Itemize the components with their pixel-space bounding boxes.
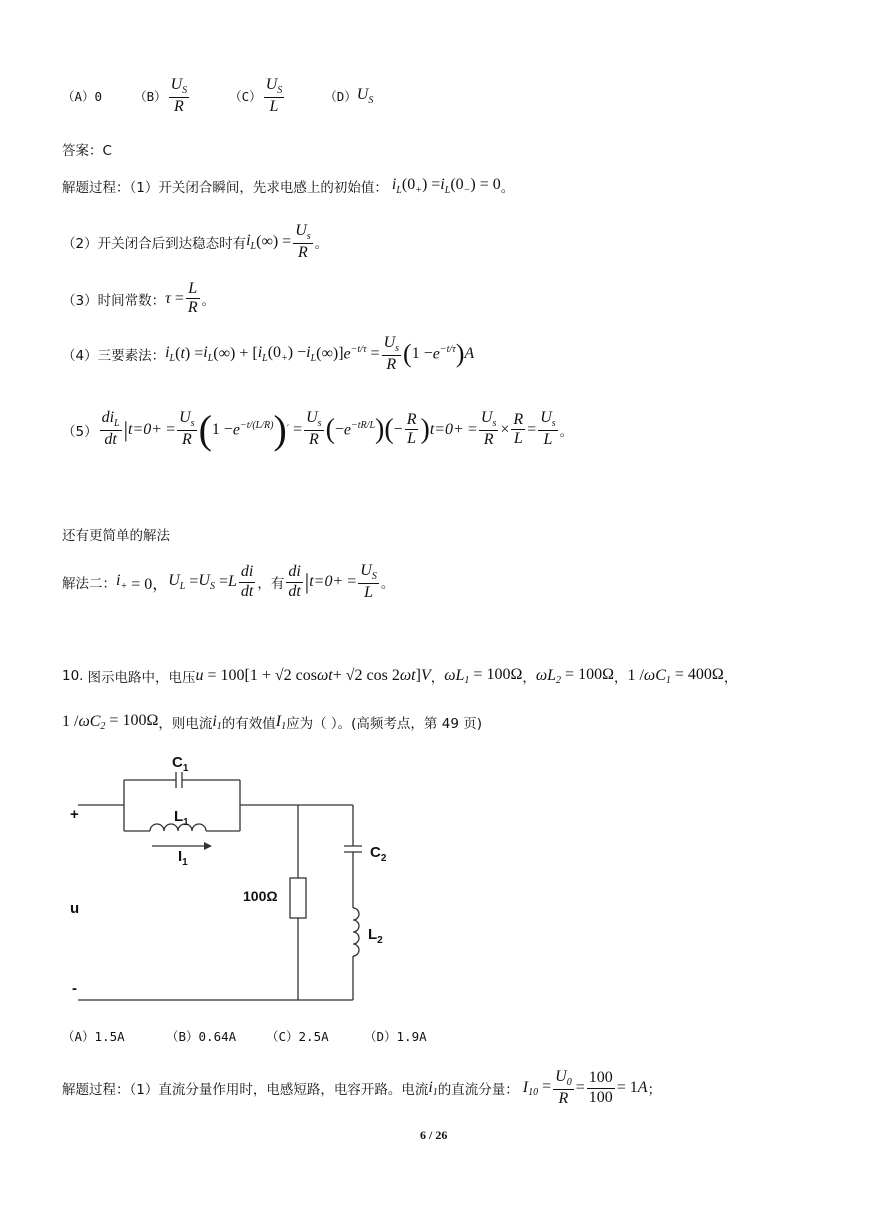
l1-label: $L_1$ (174, 808, 189, 828)
solution-step-5: （5） $\frac{di_L}{dt}$ | t=0+ = $\frac{U_s}{R}$ ( 1 − $e^{-t/(L/R)}$ ) ′ = $\frac{U_s}{R}$ ( − $e^{-tR/L}$ )( − $\frac{R}{L}$ ) t=0+ = $\frac{U_s}{R}$ × $\frac{R}{L}$ = $\frac{U_s}{L}$ 。 (62, 407, 574, 452)
q10-option-c: （C）2.5A (266, 1029, 329, 1044)
voltage-u-label: u (70, 900, 80, 917)
option-c-label: （C） (229, 89, 262, 105)
option-b-formula: $\frac{U_S}{R}$ (170, 76, 188, 115)
minus-terminal: - (72, 980, 77, 997)
q10-option-b: （B）0.64A (166, 1029, 237, 1044)
l2-label: $L_2$ (368, 926, 383, 946)
method-2-line: 解法二： $i_+$ = 0， $U_L$ = $U_S$ = L $\frac{di}{dt}$ ，有 $\frac{di}{dt}$ | t=0+ = $\frac{U_S}{L}$ 。 (62, 562, 395, 601)
q10-stem-part3: 的有效值 (221, 716, 276, 733)
q10-option-a: （A）1.5A (62, 1029, 125, 1044)
page-number: 6 / 26 (420, 1128, 448, 1142)
option-d-formula: $U_S$ (356, 85, 374, 107)
answer-line: 答案：C (62, 143, 112, 159)
l2-coil (353, 908, 359, 956)
plus-terminal: + (70, 806, 79, 823)
c1-label: $C_1$ (172, 754, 189, 774)
q10-solution-line: 解题过程：（1）直流分量作用时，电感短路，电容开路。电流 i $_1$ 的直流分量： I $_{10}$ = $\frac{U_0}{R}$ = $\frac{100}{100}$ = 1 A ； (62, 1068, 662, 1107)
q10-number: 10. (62, 668, 84, 685)
step-2-text: （2）开关闭合后到达稳态时有 (62, 236, 247, 253)
simpler-method-heading: 还有更简单的解法 (62, 528, 170, 544)
q10-stem-line-2: 1 / ωC $_2$ = 100Ω ， 则电流 i $_1$ 的有效值 I $_1$ 应为（ ）。(高频考点，第 49 页) (62, 712, 482, 733)
resistor-100 (290, 878, 306, 918)
option-c-formula: $\frac{U_S}{L}$ (265, 76, 283, 115)
solution-step-1: 解题过程：（1）开关闭合瞬间，先求电感上的初始值： $i_L$ $(0_+)$ = $i_L$ $(0_-) = 0$ 。 (62, 176, 515, 197)
q10-stem-part1: 图示电路中，电压 (87, 670, 196, 687)
step-5-text: （5） (62, 423, 98, 440)
q10-stem-part4: 应为（ ）。(高频考点，第 49 页) (286, 716, 482, 733)
q10-stem-part2: 则电流 (171, 716, 213, 733)
i1-arrowhead (204, 842, 212, 850)
solution-step-4: （4）三要素法： $i_L$ ( t ) = $i_L$ (∞) + [ $i_L$ $(0_+)$ − $i_L$ (∞)] $e^{-t/\tau}$ = $\frac{U_s}{R}$ ( 1 − $e^{-t/\tau}$ ) A (62, 334, 475, 373)
option-d-label: （D） (324, 89, 357, 105)
q10-option-d: （D）1.9A (364, 1029, 427, 1044)
step-3-text: （3）时间常数： (62, 292, 166, 309)
step-1-text: 解题过程：（1）开关闭合瞬间，先求电感上的初始值： (62, 180, 388, 197)
option-b-label: （B） (134, 89, 167, 105)
solution-step-3: （3）时间常数： τ = $\frac{L}{R}$ 。 (62, 280, 216, 317)
q10-solution-text: 解题过程：（1）直流分量作用时，电感短路，电容开路。电流 (62, 1082, 429, 1099)
q9-options-row (62, 76, 373, 116)
option-a: （A）0 (62, 89, 103, 105)
i1-label: $I_1$ (178, 848, 188, 868)
solution-step-2: （2）开关闭合后到达稳态时有 $i_L$ (∞) = $\frac{U_s}{R}$ 。 (62, 222, 329, 261)
q10-stem-line-1: 10. 图示电路中，电压 u = 100[1 + √2 cos ωt + √2 cos 2 ωt ] V ， ωL $_1$ = 100Ω ， ωL $_2$ = 100Ω ， 1 / ωC $_1$ = 400Ω ， (62, 666, 738, 687)
step-1-formula: $i_L$ (387, 176, 402, 197)
c2-label: $C_2$ (370, 844, 387, 864)
method-2-label: 解法二： (62, 576, 116, 593)
step-4-text: （4）三要素法： (62, 348, 166, 365)
circuit-diagram (60, 748, 400, 1016)
resistor-label: 100Ω (243, 888, 278, 904)
q10-solution-text2: 的直流分量： (437, 1082, 519, 1099)
